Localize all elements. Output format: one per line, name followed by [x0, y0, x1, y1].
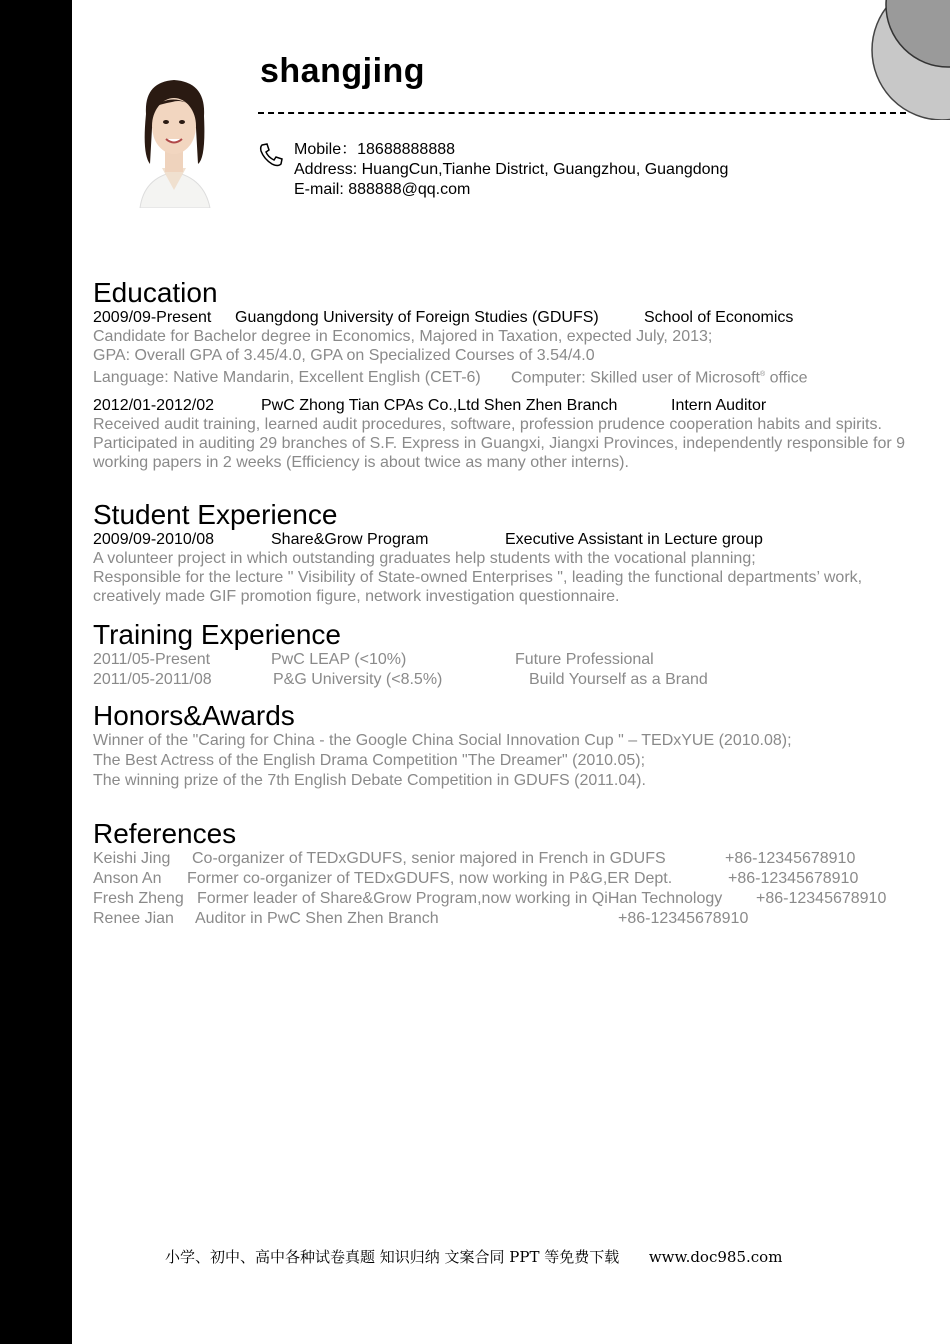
honor-item: Winner of the "Caring for China - the Google China Social Innovation Cup " – TEDxYUE (2010.08);: [93, 732, 792, 749]
references-section: [93, 819, 914, 928]
decorative-circles: [870, 0, 950, 120]
reference-description: Auditor in PwC Shen Zhen Branch: [195, 910, 439, 927]
honors-section: [93, 701, 914, 790]
training-section: [93, 620, 914, 690]
training-result: Future Professional: [515, 651, 654, 668]
training-result: Build Yourself as a Brand: [529, 671, 708, 688]
reference-description: Co-organizer of TEDxGDUFS, senior majored in French in GDUFS: [192, 850, 666, 867]
internship-detail-1: Received audit training, learned audit procedures, software, profession prudence cooperation habits and spirits.: [93, 416, 882, 434]
honor-item: The Best Actress of the English Drama Competition "The Dreamer" (2010.05);: [93, 752, 646, 769]
student-detail-1: A volunteer project in which outstanding graduates help students with the vocational planning;: [93, 550, 756, 567]
contact-block: [294, 140, 728, 200]
reference-name: Fresh Zheng: [93, 890, 184, 907]
honors-heading: Honors&Awards: [93, 700, 295, 731]
computer-text-end: office: [765, 369, 808, 387]
internship-company: PwC Zhong Tian CPAs Co.,Ltd Shen Zhen Branch: [261, 397, 618, 415]
language-text: Language: Native Mandarin, Excellent English (CET-6): [93, 369, 481, 387]
training-date: 2011/05-2011/08: [93, 671, 212, 688]
reference-name: Anson An: [93, 870, 162, 887]
header-divider: [258, 112, 906, 114]
profile-photo: [110, 68, 238, 208]
internship-date: 2012/01-2012/02: [93, 397, 214, 415]
student-program: Share&Grow Program: [271, 531, 429, 548]
candidate-name: shangjing: [260, 52, 426, 90]
training-heading: Training Experience: [93, 619, 341, 650]
phone-icon: [258, 142, 284, 168]
education-section: [93, 278, 914, 472]
reference-row: [93, 869, 914, 889]
student-detail-2: Responsible for the lecture " Visibility of State-owned Enterprises ", leading the functional departments’ work, creatively made GIF promotion figure, network investigation questionnaire.: [93, 569, 863, 605]
mobile-text: Mobile：18688888888: [294, 141, 456, 158]
reference-row: [93, 849, 914, 869]
reference-phone: +86-12345678910: [728, 870, 859, 887]
footer-text: 小学、初中、高中各种试卷真题 知识归纳 文案合同 PPT 等免费下载: [165, 1248, 620, 1266]
reference-name: Renee Jian: [93, 910, 174, 927]
reference-phone: +86-12345678910: [756, 890, 887, 907]
internship-row: [93, 396, 914, 415]
education-faculty: School of Economics: [644, 309, 794, 326]
student-date: 2009/09-2010/08: [93, 531, 214, 548]
training-row: [93, 650, 914, 670]
reference-phone: +86-12345678910: [725, 850, 856, 867]
education-skills: [93, 365, 914, 387]
address-text: Address: HuangCun,Tianhe District, Guangzhou, Guangdong: [294, 161, 729, 178]
footer-url[interactable]: www.doc985.com: [648, 1248, 783, 1266]
training-row: [93, 670, 914, 690]
registered-mark: ®: [759, 371, 766, 378]
student-experience-heading: Student Experience: [93, 499, 338, 530]
education-detail-degree: Candidate for Bachelor degree in Economics, Majored in Taxation, expected July, 2013;: [93, 328, 713, 345]
internship-role: Intern Auditor: [671, 397, 767, 415]
student-role: Executive Assistant in Lecture group: [505, 531, 763, 548]
reference-description: Former co-organizer of TEDxGDUFS, now working in P&G,ER Dept.: [187, 870, 673, 887]
email-text: E-mail: 888888@qq.com: [294, 181, 471, 198]
reference-name: Keishi Jing: [93, 850, 171, 867]
student-experience-row: [93, 530, 914, 549]
computer-text: Computer: Skilled user of Microsoft: [511, 369, 760, 387]
reference-description: Former leader of Share&Grow Program,now working in QiHan Technology: [197, 890, 723, 907]
left-black-bar: [0, 0, 72, 1344]
student-experience-section: [93, 500, 914, 606]
reference-row: [93, 889, 914, 909]
internship-detail-2: Participated in auditing 29 branches of S.F. Express in Guangxi, Jiangxi Provinces, independently responsible for 9 working papers in 2 weeks (Efficiency is about twice as many other interns).: [93, 435, 906, 472]
education-school: Guangdong University of Foreign Studies (GDUFS): [235, 309, 599, 326]
education-date: 2009/09-Present: [93, 309, 212, 326]
training-program: P&G University (<8.5%): [273, 671, 443, 688]
education-detail-gpa: GPA: Overall GPA of 3.45/4.0, GPA on Specialized Courses of 3.54/4.0: [93, 347, 595, 364]
footer: [165, 1246, 782, 1267]
reference-phone: +86-12345678910: [618, 910, 749, 927]
references-heading: References: [93, 818, 237, 849]
education-heading: Education: [93, 277, 218, 308]
reference-row: [93, 909, 914, 928]
training-program: PwC LEAP (<10%): [271, 651, 407, 668]
training-date: 2011/05-Present: [93, 651, 211, 668]
education-row: [93, 308, 914, 327]
honor-item: The winning prize of the 7th English Debate Competition in GDUFS (2011.04).: [93, 772, 646, 789]
